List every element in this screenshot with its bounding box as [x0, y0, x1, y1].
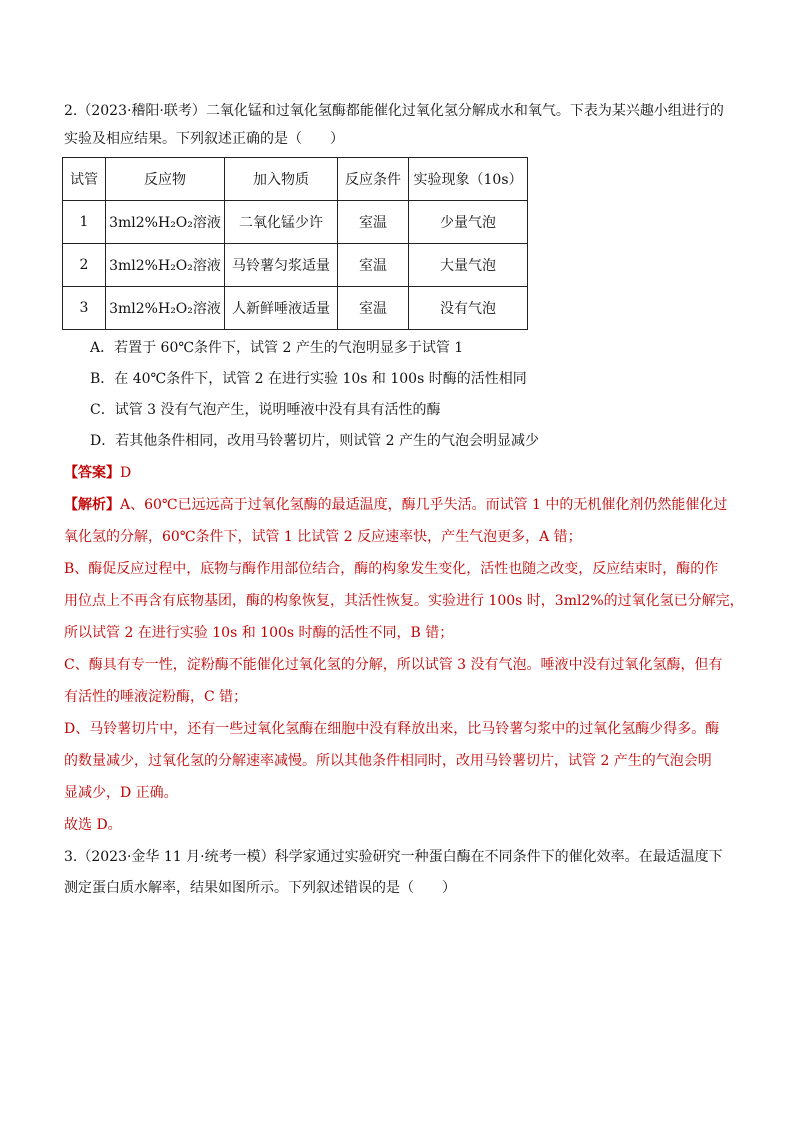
table-cell: 室温: [338, 244, 409, 287]
table-row: [63, 287, 528, 330]
analysis-line: 氧化氢的分解，60℃条件下，试管 1 比试管 2 反应速率快，产生气泡更多，A 错；: [64, 529, 582, 545]
analysis-label: 【解析】: [64, 497, 120, 513]
analysis-line: 用位点上不再含有底物基团，酶的构象恢复，其活性恢复。实验进行 100s 时，3ml2%的过氧化氢已分解完，: [64, 593, 744, 609]
analysis-conclusion: 故选 D。: [64, 817, 122, 833]
option-c: C．试管 3 没有气泡产生，说明唾液中没有具有活性的酶: [90, 402, 441, 418]
analysis-line: B、酶促反应过程中，底物与酶作用部位结合，酶的构象发生变化，活性也随之改变，反应结束时，酶的作: [64, 561, 719, 577]
answer-value: D: [120, 465, 132, 481]
q2-stem-line2: 实验及相应结果。下列叙述正确的是（ ）: [64, 131, 344, 147]
table-cell: 3ml2%H₂O₂溶液: [106, 287, 225, 330]
table-header-cell: 加入物质: [225, 158, 338, 201]
table-cell: 人新鲜唾液适量: [225, 287, 338, 330]
table-header-cell: 实验现象（10s）: [409, 158, 528, 201]
answer-line: [64, 463, 131, 483]
option-d: D．若其他条件相同，改用马铃薯切片，则试管 2 产生的气泡会明显减少: [90, 433, 540, 449]
table-cell: 没有气泡: [409, 287, 528, 330]
table-header-cell: 试管: [63, 158, 106, 201]
table-cell: 室温: [338, 287, 409, 330]
table-cell: 大量气泡: [409, 244, 528, 287]
q3-stem-line1: 3.（2023·金华 11 月·统考一模）科学家通过实验研究一种蛋白酶在不同条件下的催化效率。在最适温度下: [64, 849, 723, 865]
analysis-line: 显减少，D 正确。: [64, 785, 178, 801]
answer-label: 【答案】: [64, 465, 120, 481]
table-cell: 3: [63, 287, 106, 330]
table-header-cell: 反应条件: [338, 158, 409, 201]
table-cell: 1: [63, 201, 106, 244]
analysis-line: 有活性的唾液淀粉酶，C 错；: [64, 689, 248, 705]
table-cell: 3ml2%H₂O₂溶液: [106, 244, 225, 287]
table-cell: 3ml2%H₂O₂溶液: [106, 201, 225, 244]
table-row: [63, 244, 528, 287]
option-a: A．若置于 60℃条件下，试管 2 产生的气泡明显多于试管 1: [90, 340, 464, 356]
analysis-line: D、马铃薯切片中，还有一些过氧化氢酶在细胞中没有释放出来，比马铃薯匀浆中的过氧化氢酶少得多。酶: [64, 721, 720, 737]
analysis-line: 所以试管 2 在进行实验 10s 和 100s 时酶的活性不同，B 错；: [64, 625, 454, 641]
table-header-row: [63, 158, 528, 201]
table-cell: 室温: [338, 201, 409, 244]
table-cell: 二氧化锰少许: [225, 201, 338, 244]
table-cell: 马铃薯匀浆适量: [225, 244, 338, 287]
analysis-line-0: [64, 495, 727, 515]
table-header-cell: 反应物: [106, 158, 225, 201]
analysis-line: C、酶具有专一性，淀粉酶不能催化过氧化氢的分解，所以试管 3 没有气泡。唾液中没有过氧化氢酶，但有: [64, 657, 723, 673]
table-cell: 少量气泡: [409, 201, 528, 244]
q2-stem-line1: 2.（2023·稽阳·联考）二氧化锰和过氧化氢酶都能催化过氧化氢分解成水和氧气。下表为某兴趣小组进行的: [64, 103, 724, 119]
analysis-first: A、60℃已远远高于过氧化氢酶的最适温度，酶几乎失活。而试管 1 中的无机催化剂仍然能催化过: [120, 497, 728, 513]
table-row: [63, 201, 528, 244]
analysis-line: 的数量减少，过氧化氢的分解速率减慢。所以其他条件相同时，改用马铃薯切片，试管 2 产生的气泡会明: [64, 753, 712, 769]
option-b: B．在 40℃条件下，试管 2 在进行实验 10s 和 100s 时酶的活性相同: [90, 371, 527, 387]
q3-stem-line2: 测定蛋白质水解率，结果如图所示。下列叙述错误的是（ ）: [64, 880, 456, 896]
experiment-table: [62, 157, 528, 330]
table-cell: 2: [63, 244, 106, 287]
